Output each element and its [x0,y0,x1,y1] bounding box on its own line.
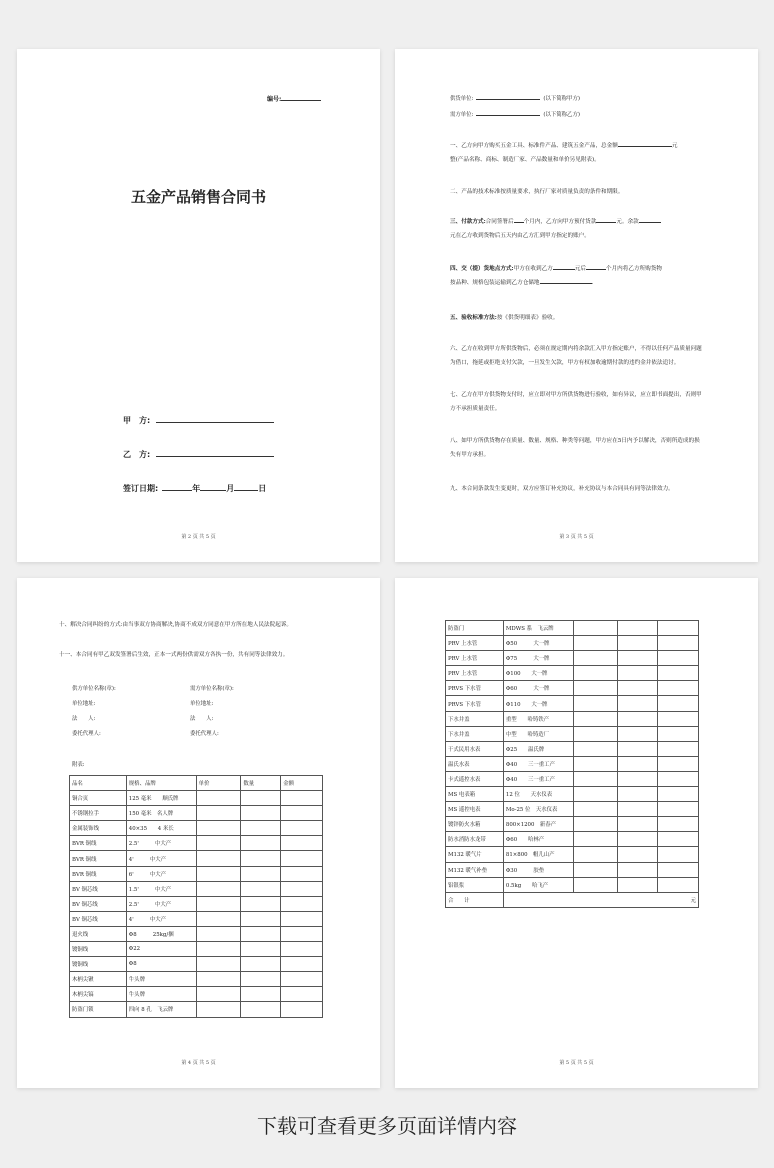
table-header-cell: 规格、品牌 [126,776,196,791]
table-row [446,802,699,817]
product-spec-cell: Φ60 哈林产 [503,832,573,847]
empty-cell [573,666,618,681]
product-spec-cell: 4' 中大产 [126,851,196,866]
empty-cell [658,651,699,666]
supplier-address: 单位地址: [72,701,96,707]
product-name-cell: 防盗门 [446,621,504,636]
table-row [446,651,699,666]
empty-cell [658,636,699,651]
empty-cell [658,787,699,802]
empty-cell [618,847,658,862]
empty-cell [573,756,618,771]
table-row [70,926,323,941]
empty-cell [618,681,658,696]
empty-cell [281,942,323,957]
table-row [446,681,699,696]
empty-cell [196,791,241,806]
product-name-cell: PRVS 下水管 [446,681,504,696]
table-header-cell: 单价 [196,776,241,791]
product-spec-cell: Φ25 温氏牌 [503,741,573,756]
empty-cell [281,926,323,941]
empty-cell [618,802,658,817]
product-name-cell: MS 遥控电表 [446,802,504,817]
empty-cell [658,726,699,741]
empty-cell [241,866,281,881]
product-name-cell: 木柄尖镐 [70,987,127,1002]
clause-10: 十、解决合同纠纷的方式:由当事双方协商解决,协商不成双方同意在甲方所在地人民法院起诉。 [59,622,293,628]
empty-cell [573,651,618,666]
empty-cell [618,651,658,666]
product-name-cell: 下水井盖 [446,711,504,726]
product-spec-cell: 81×800 帽儿山产 [503,847,573,862]
empty-cell [196,942,241,957]
product-name-cell: 镀铜线 [70,942,127,957]
table-row [446,877,699,892]
product-name-cell: 镀锌防火水箱 [446,817,504,832]
empty-cell [281,791,323,806]
empty-cell [658,847,699,862]
clause-11: 十一、本合同有甲乙双发签署后生效，正本一式两份供需双方各执一份，共有同等法律效力。 [59,652,289,658]
product-spec-cell: 40×35 4 米长 [126,821,196,836]
contract-signature-page [17,578,380,1088]
product-spec-cell: Φ8 [126,957,196,972]
product-spec-cell: Mo-25 位 天水仪表 [503,802,573,817]
product-name-cell: M132 暖气片 [446,847,504,862]
table-row [446,726,699,741]
empty-cell [573,877,618,892]
empty-cell [241,791,281,806]
table-row [70,806,323,821]
product-spec-cell: Φ40 三一重工产 [503,756,573,771]
sign-date-line: 签订日期: 年 月 日 [123,484,267,493]
product-name-cell: BV 铜芯线 [70,911,127,926]
empty-cell [241,806,281,821]
empty-cell [618,756,658,771]
table-header-cell: 品名 [70,776,127,791]
empty-cell [618,877,658,892]
table-header-row [70,776,323,791]
empty-cell [196,957,241,972]
empty-cell [241,911,281,926]
buyer-address: 单位地址: [190,701,214,707]
supplier-legal-person: 法 人: [72,716,96,722]
empty-cell [658,741,699,756]
product-spec-cell: Φ22 [126,942,196,957]
empty-cell [241,987,281,1002]
empty-cell [573,847,618,862]
empty-cell [573,787,618,802]
product-name-cell: 防盗门锁 [70,1002,127,1017]
empty-cell [618,771,658,786]
empty-cell [618,862,658,877]
empty-cell [618,636,658,651]
product-spec-cell: 牛头牌 [126,972,196,987]
party-b-line: 乙 方: [123,449,274,460]
empty-cell [573,817,618,832]
empty-cell [241,836,281,851]
empty-cell [658,711,699,726]
empty-cell [281,821,323,836]
page-footer: 第 2 页 共 5 页 [181,534,216,540]
empty-cell [573,741,618,756]
product-spec-cell: 150 毫米 名人牌 [126,806,196,821]
product-name-cell: BVR 铜线 [70,851,127,866]
empty-cell [241,972,281,987]
buyer-agent: 委托代理人: [190,731,219,737]
clause-5: 五、验收标准方法:按《供货明细表》验收。 [450,315,559,321]
contract-title: 五金产品销售合同书 [130,188,266,206]
empty-cell [281,806,323,821]
empty-cell [281,911,323,926]
product-spec-cell: 12 位 天水仪表 [503,787,573,802]
empty-cell [241,821,281,836]
empty-cell [241,896,281,911]
product-name-cell: 下水井盖 [446,726,504,741]
table-row [446,621,699,636]
product-name-cell: 铜合页 [70,791,127,806]
product-name-cell: 温氏水表 [446,756,504,771]
empty-cell [573,862,618,877]
contract-terms-page [395,49,758,562]
table-total-row [446,892,699,907]
empty-cell [281,866,323,881]
page-footer: 第 3 页 共 5 页 [559,534,594,540]
table-row [70,1002,323,1017]
product-spec-cell: Φ50 大一牌 [503,636,573,651]
empty-cell [196,851,241,866]
product-name-cell: BV 铜芯线 [70,881,127,896]
product-table [69,775,323,1018]
product-spec-cell: 1.5' 中大产 [126,881,196,896]
product-spec-cell: 2.5' 中大产 [126,896,196,911]
empty-cell [241,957,281,972]
empty-cell [573,621,618,636]
buyer-legal-person: 法 人: [190,716,214,722]
table-row [70,881,323,896]
product-spec-cell: 0.5kg 哈飞产 [503,877,573,892]
product-spec-cell: 125 毫米 顺氏牌 [126,791,196,806]
table-row [70,791,323,806]
product-name-cell: 铝银浆 [446,877,504,892]
empty-cell [658,832,699,847]
product-spec-cell: Φ110 大一牌 [503,696,573,711]
supplier-signature-name: 供方单位名称(章): [72,686,116,692]
clause-3: 三、付款方式:合同签署后 个月内，乙方向甲方预付货款 元。余款 元在乙方收到货物后五天内由乙方汇到甲方指定的账户。 [450,215,702,243]
total-label-cell: 合 计 [446,892,504,907]
party-a-line: 甲 方: [123,415,274,426]
empty-cell [241,881,281,896]
download-caption: 下载可查看更多页面详情内容 [257,1114,517,1138]
contract-cover-page [17,49,380,562]
empty-cell [196,1002,241,1017]
table-row [70,836,323,851]
table-row [446,636,699,651]
table-row [446,756,699,771]
product-name-cell: BVR 铜线 [70,836,127,851]
table-row [446,817,699,832]
empty-cell [196,911,241,926]
product-name-cell: MS 电表箱 [446,787,504,802]
product-name-cell: 退火线 [70,926,127,941]
empty-cell [196,972,241,987]
empty-cell [241,851,281,866]
product-table-continued [445,620,699,908]
empty-cell [573,711,618,726]
page-footer: 第 4 页 共 5 页 [181,1060,216,1066]
empty-cell [658,666,699,681]
empty-cell [573,832,618,847]
product-name-cell: 卡式遥控水表 [446,771,504,786]
product-spec-cell: MDWS 系 飞云牌 [503,621,573,636]
clause-2: 二、产品的技术标准按质量要求，执行厂家对质量负责的条件和期限。 [450,189,624,195]
table-row [70,896,323,911]
table-row [70,972,323,987]
product-name-cell: M132 暖气补垫 [446,862,504,877]
empty-cell [658,696,699,711]
empty-cell [281,987,323,1002]
table-row [446,787,699,802]
empty-cell [281,836,323,851]
empty-cell [658,771,699,786]
empty-cell [196,866,241,881]
table-row [70,911,323,926]
product-name-cell: PRV 上水管 [446,636,504,651]
table-row [446,847,699,862]
empty-cell [658,681,699,696]
product-spec-cell: Φ100 大一牌 [503,666,573,681]
empty-cell [618,666,658,681]
empty-cell [573,681,618,696]
empty-cell [241,926,281,941]
product-spec-cell: 6' 中大产 [126,866,196,881]
empty-cell [281,881,323,896]
table-row [446,832,699,847]
clause-8: 八、如甲方所供货物存在质量、数量、规格、种类等问题，甲方应在5日内予以解决，否则所造成的损失有甲方承担。 [450,438,700,458]
empty-cell [196,926,241,941]
table-row [70,851,323,866]
clause-4: 四、交（提）货地点方式:甲方在收到乙方 元后 个月内将乙方所购货物 按品种、规格包装运输到乙方仓储地 . [450,262,702,290]
empty-cell [281,957,323,972]
empty-cell [196,806,241,821]
supplier-line: 供货单位: (以下简称甲方) [450,93,580,103]
empty-cell [658,756,699,771]
product-spec-cell: 2.5' 中大产 [126,836,196,851]
product-spec-cell: Φ60 大一牌 [503,681,573,696]
buyer-signature-name: 需方单位名称(章): [190,686,234,692]
empty-cell [241,942,281,957]
empty-cell [573,726,618,741]
table-row [70,866,323,881]
empty-cell [618,741,658,756]
empty-cell [573,636,618,651]
empty-cell [196,987,241,1002]
empty-cell [658,621,699,636]
product-name-cell: 镀铜线 [70,957,127,972]
product-name-cell: 防水消防水龙带 [446,832,504,847]
table-row [446,741,699,756]
empty-cell [196,881,241,896]
empty-cell [281,972,323,987]
empty-cell [241,1002,281,1017]
empty-cell [281,896,323,911]
product-spec-cell: Φ40 三一重工产 [503,771,573,786]
table-row [70,987,323,1002]
product-name-cell: BV 铜芯线 [70,896,127,911]
empty-cell [618,711,658,726]
table-row [70,942,323,957]
table-row [70,821,323,836]
product-name-cell: 金属装饰线 [70,821,127,836]
product-spec-cell: 牛头牌 [126,987,196,1002]
product-spec-cell: Φ8 25kg/捆 [126,926,196,941]
empty-cell [573,696,618,711]
empty-cell [573,802,618,817]
clause-6: 六、乙方在收到甲方所供货物后，必须在规定期内将余款汇入甲方指定账户，不得以任何产品质量问题为借口，拖延或拒绝支付欠款，一旦发生欠款，甲方有权加收逾期付款的违约金并依法追讨。 [450,346,702,366]
empty-cell [658,817,699,832]
empty-cell [281,1002,323,1017]
product-name-cell: 干式民用水表 [446,741,504,756]
page-footer: 第 5 页 共 5 页 [559,1060,594,1066]
empty-cell [658,877,699,892]
product-spec-cell: 四向 8 孔 飞云牌 [126,1002,196,1017]
product-name-cell: PRVS 下水管 [446,696,504,711]
empty-cell [618,621,658,636]
empty-cell [281,851,323,866]
product-name-cell: 木柄尖锹 [70,972,127,987]
empty-cell [196,896,241,911]
product-spec-cell: Φ75 大一牌 [503,651,573,666]
product-spec-cell: 4' 中大产 [126,911,196,926]
product-name-cell: 不锈钢拉手 [70,806,127,821]
clause-7: 七、乙方在甲方供货物支付时，应立即对甲方所供货物进行验收，如有异议，应立即书面提出，否则甲方不承担质量责任。 [450,392,702,412]
product-spec-cell: Φ30 胶垫 [503,862,573,877]
product-spec-cell: 中型 哈铸造厂 [503,726,573,741]
empty-cell [658,802,699,817]
empty-cell [618,726,658,741]
empty-cell [196,821,241,836]
empty-cell [618,817,658,832]
product-name-cell: BVR 铜线 [70,866,127,881]
buyer-line: 需方单位: (以下简称乙方) [450,109,580,119]
table-row [446,862,699,877]
table-row [446,711,699,726]
table-row [70,957,323,972]
contract-number-label: 编号: [267,94,321,104]
empty-cell [196,836,241,851]
table-row [446,771,699,786]
empty-cell [618,832,658,847]
empty-cell [573,771,618,786]
table-row [446,666,699,681]
table-header-cell: 金额 [281,776,323,791]
clause-9: 九、本合同条款发生变更时，双方应签订补充协议，补充协议与本合同具有同等法律效力。 [450,486,674,492]
empty-cell [618,696,658,711]
product-name-cell: PRV 上水管 [446,651,504,666]
clause-1: 一、乙方向甲方购买五金工具、标准件产品、建筑五金产品，总金额 元 整(产品名称、商标、制造厂家、产品数量和单价另见附表)。 [450,139,702,167]
attachment-label: 附表: [72,762,85,768]
total-amount-cell: 元 [503,892,698,907]
table-row [446,696,699,711]
supplier-agent: 委托代理人: [72,731,101,737]
table-header-cell: 数量 [241,776,281,791]
empty-cell [658,862,699,877]
product-name-cell: PRV 上水管 [446,666,504,681]
empty-cell [618,787,658,802]
contract-table-page [395,578,758,1088]
product-spec-cell: 重型 哈铸铁产 [503,711,573,726]
product-spec-cell: 800×1200 新春产 [503,817,573,832]
